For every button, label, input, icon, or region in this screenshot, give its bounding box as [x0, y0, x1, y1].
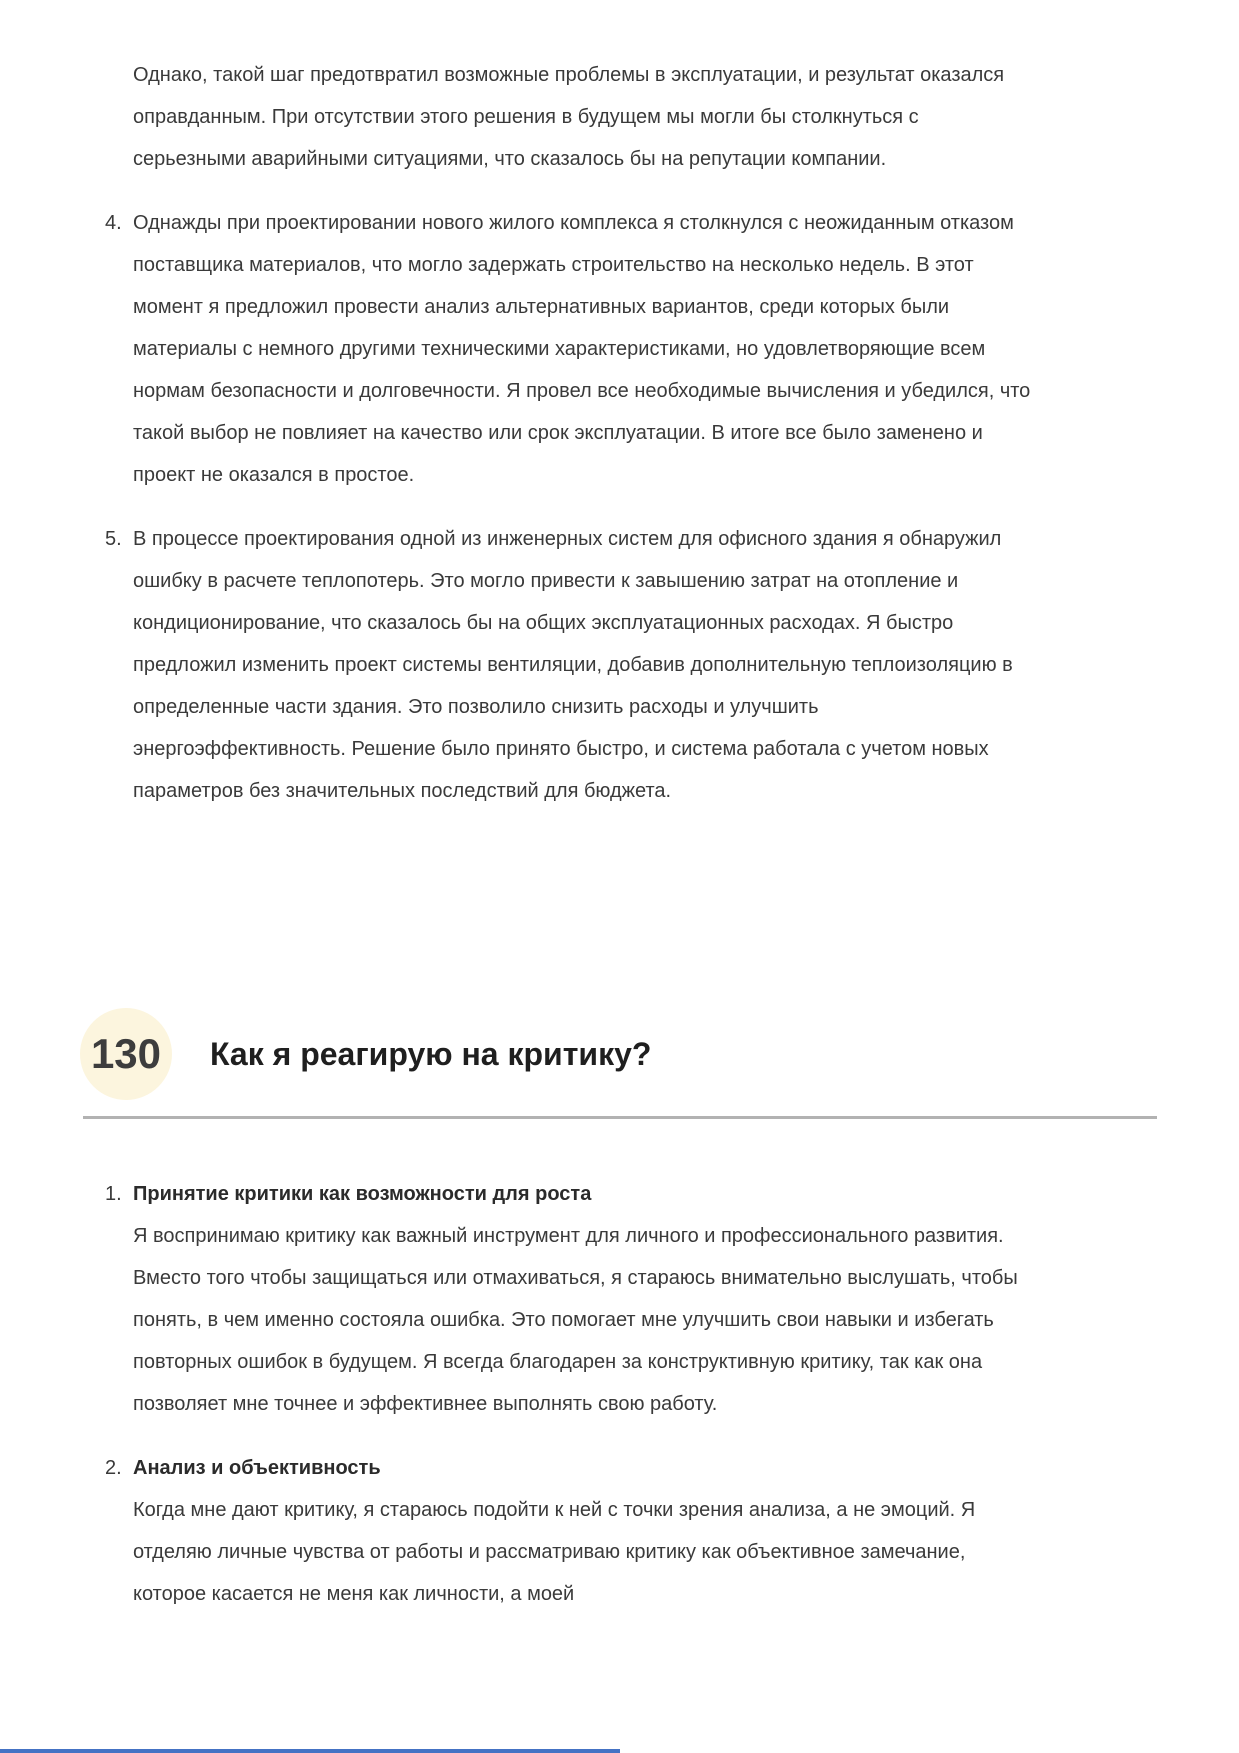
content-column — [105, 0, 1035, 812]
intro-paragraph: Однако, такой шаг предотвратил возможные проблемы в эксплуатации, и результат оказался оправданным. При отсутствии этого решения в будущем мы могли бы столкнуться с серьезными аварийными ситуациями, что сказалось бы на репутации компании. — [133, 64, 1005, 170]
list-item-body — [133, 1447, 1035, 1615]
numbered-list-top — [105, 202, 1035, 812]
list-item-number: 4. — [105, 212, 122, 234]
list-item — [105, 518, 1035, 812]
list-item — [105, 1173, 1035, 1425]
list-item-text: Когда мне дают критику, я стараюсь подойти к ней с точки зрения анализа, а не эмоций. Я отделяю личные чувства от работы и рассматриваю критику как объективное замечание, которое касается не меня как личности, а моей — [133, 1499, 976, 1605]
list-item-number: 5. — [105, 528, 122, 550]
list-item-number: 2. — [105, 1457, 122, 1479]
list-item-title: Анализ и объективность — [133, 1457, 381, 1479]
bottom-accent-line — [0, 1749, 620, 1753]
content-column — [105, 1119, 1035, 1615]
section-number-badge: 130 — [80, 1008, 172, 1100]
section-title: Как я реагирую на критику? — [210, 1035, 652, 1072]
list-item-title: Принятие критики как возможности для роста — [133, 1183, 592, 1205]
list-item-text: В процессе проектирования одной из инженерных систем для офисного здания я обнаружил ошибку в расчете теплопотерь. Это могло привести к завышению затрат на отопление и кондиционирование, что сказалось бы на общих эксплуатационных расходах. Я быстро предложил изменить проект системы вентиляции, добавив дополнительную теплоизоляцию в определенные части здания. Это позволило снизить расходы и улучшить энергоэффективность. Решение было принято быстро, и система работала с учетом новых параметров без значительных последствий для бюджета. — [133, 528, 1013, 802]
list-item-body — [133, 1173, 1035, 1425]
list-item — [105, 202, 1035, 496]
list-item-text: Я воспринимаю критику как важный инструмент для личного и профессионального развития. Вместо того чтобы защищаться или отмахиваться, я стараюсь внимательно выслушать, чтобы понять, в чем именно состояла ошибка. Это помогает мне улучшить свои навыки и избегать повторных ошибок в будущем. Я всегда благодарен за конструктивную критику, так как она позволяет мне точнее и эффективнее выполнять свою работу. — [133, 1225, 1018, 1415]
section-header — [80, 1008, 1239, 1100]
list-item — [105, 1447, 1035, 1615]
list-item-number: 1. — [105, 1183, 122, 1205]
numbered-list-bottom — [105, 1173, 1035, 1615]
list-item-text: Однажды при проектировании нового жилого комплекса я столкнулся с неожиданным отказом поставщика материалов, что могло задержать строительство на несколько недель. В этот момент я предложил провести анализ альтернативных вариантов, среди которых были материалы с немного другими техническими характеристиками, но удовлетворяющие всем нормам безопасности и долговечности. Я провел все необходимые вычисления и убедился, что такой выбор не повлияет на качество или срок эксплуатации. В итоге все было заменено и проект не оказался в простое. — [133, 212, 1031, 486]
